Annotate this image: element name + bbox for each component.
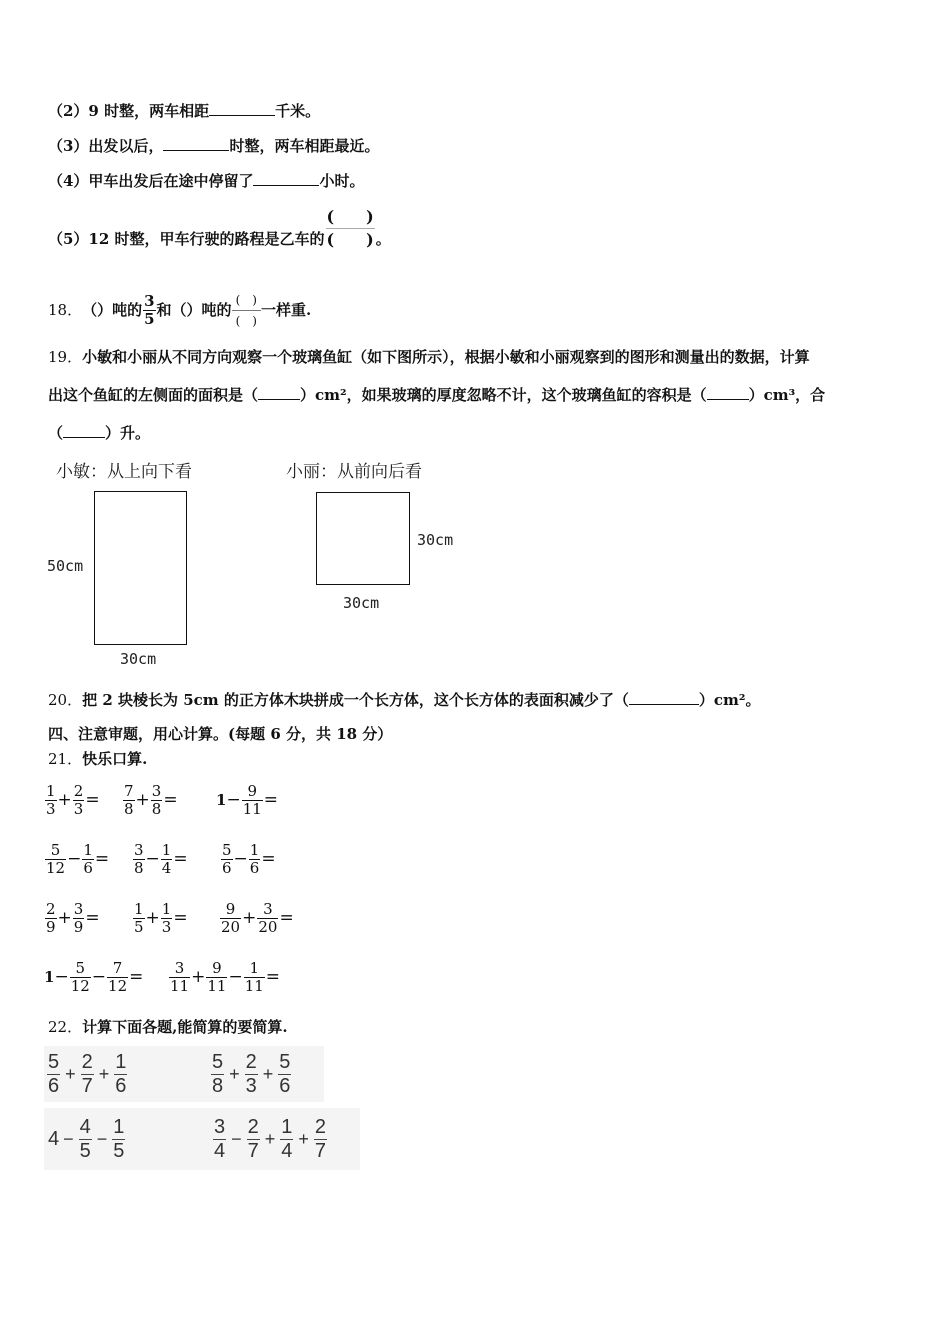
fraction-num: 1 bbox=[134, 899, 144, 918]
top-view-width-label: 30cm bbox=[120, 650, 157, 668]
equals-sign: = bbox=[129, 967, 144, 987]
calc-item bbox=[219, 897, 294, 939]
calc-item bbox=[44, 838, 109, 880]
fraction bbox=[242, 781, 263, 818]
fraction bbox=[249, 840, 261, 877]
answer-blank[interactable] bbox=[629, 690, 699, 705]
fraction-den: 6 bbox=[279, 1074, 291, 1097]
answer-blank[interactable] bbox=[209, 101, 275, 116]
fraction-den: 8 bbox=[212, 1074, 224, 1097]
fraction-den: 20 bbox=[258, 917, 278, 936]
fraction-den: 8 bbox=[151, 799, 162, 818]
fraction-den: 3 bbox=[245, 1074, 257, 1097]
fraction-den: 7 bbox=[314, 1139, 327, 1162]
minus-sign: − bbox=[233, 849, 248, 869]
q17-line-4-text: （4）甲车出发后在途中停留了 bbox=[48, 172, 254, 190]
question-19-line-2 bbox=[48, 385, 825, 405]
minus-sign: − bbox=[145, 849, 160, 869]
view-label-front: 小丽：从前向后看 bbox=[286, 462, 422, 482]
fraction bbox=[278, 1052, 291, 1097]
calc-item bbox=[44, 779, 100, 821]
fraction bbox=[47, 1052, 60, 1097]
q17-line-5 bbox=[48, 203, 391, 253]
calc-expression bbox=[210, 1048, 292, 1100]
fraction-den: 6 bbox=[115, 1074, 127, 1097]
q17-line-2-unit: 千米。 bbox=[275, 102, 321, 120]
fraction-num: 3 bbox=[73, 899, 84, 918]
plus-sign: + bbox=[262, 1063, 274, 1084]
plus-sign: + bbox=[145, 908, 160, 928]
fraction-num: 1 bbox=[83, 840, 93, 859]
fraction-den: 4 bbox=[214, 1139, 226, 1162]
calc-item bbox=[44, 897, 100, 939]
fraction bbox=[245, 1052, 258, 1097]
q17-line-2-text: （2）9 时整，两车相距 bbox=[48, 102, 210, 120]
fraction bbox=[45, 840, 66, 877]
answer-blank[interactable] bbox=[707, 385, 749, 400]
view-label-top: 小敏：从上向下看 bbox=[56, 462, 192, 482]
fraction-den: 6 bbox=[48, 1074, 60, 1097]
plus-sign: + bbox=[57, 908, 72, 928]
fraction-num: 3 bbox=[174, 958, 185, 977]
fraction-num: 5 bbox=[222, 840, 232, 859]
question-number: 19． bbox=[48, 348, 83, 366]
question-21-title bbox=[48, 749, 147, 769]
plus-sign: + bbox=[191, 967, 206, 987]
fraction-den: 6 bbox=[83, 858, 93, 877]
minus-sign: − bbox=[63, 1128, 74, 1149]
calc-expression bbox=[46, 1048, 128, 1100]
fraction bbox=[112, 1117, 125, 1162]
fraction-den: 3 bbox=[46, 799, 56, 818]
question-19-line-1 bbox=[48, 347, 810, 367]
top-view-rectangle bbox=[94, 491, 187, 645]
fraction bbox=[73, 781, 85, 818]
fraction-num: 9 bbox=[225, 899, 236, 918]
fraction-num: 7 bbox=[112, 958, 123, 977]
equals-sign: = bbox=[163, 790, 178, 810]
fraction-num: 1 bbox=[161, 840, 172, 859]
q19-text-1: 小敏和小丽从不同方向观察一个玻璃鱼缸（如下图所示），根据小敏和小丽观察到的图形和测量出的数据，计算 bbox=[82, 348, 810, 366]
fraction bbox=[161, 840, 173, 877]
fraction-num: 9 bbox=[247, 781, 257, 800]
front-view-width-label: 30cm bbox=[343, 594, 380, 612]
fraction-num: ( ) bbox=[235, 292, 257, 307]
equals-sign: = bbox=[173, 908, 188, 928]
fraction-3-5 bbox=[143, 291, 155, 328]
fraction bbox=[244, 958, 265, 995]
fraction-den: 9 bbox=[73, 917, 84, 936]
calc-expression bbox=[48, 1112, 126, 1166]
fraction-den: 12 bbox=[70, 976, 90, 995]
minus-sign: − bbox=[231, 1128, 242, 1149]
q20-text: 把 2 块棱长为 5cm 的正方体木块拼成一个长方体，这个长方体的表面积减少了（ bbox=[82, 691, 629, 709]
fraction bbox=[213, 1117, 226, 1162]
fraction bbox=[70, 958, 91, 995]
fraction-num: 9 bbox=[212, 958, 222, 977]
answer-blank[interactable] bbox=[63, 423, 105, 438]
plus-sign: + bbox=[298, 1128, 309, 1149]
fraction bbox=[107, 958, 128, 995]
calc-item bbox=[132, 838, 188, 880]
fraction-den: 7 bbox=[247, 1139, 259, 1162]
whole-number: 4 bbox=[48, 1127, 60, 1150]
equals-sign: = bbox=[279, 908, 294, 928]
calc-item bbox=[220, 838, 276, 880]
equals-sign: = bbox=[261, 849, 276, 869]
minus-sign: − bbox=[91, 967, 107, 987]
question-22-title bbox=[48, 1017, 288, 1037]
minus-sign: − bbox=[54, 967, 69, 987]
q22-title-text: 计算下面各题,能简算的要简算. bbox=[82, 1018, 288, 1036]
answer-fraction-blank[interactable] bbox=[326, 207, 375, 250]
fraction-num: 1 bbox=[113, 1115, 125, 1138]
fraction-num: 2 bbox=[73, 781, 84, 800]
fraction bbox=[151, 781, 163, 818]
fraction-num: 5 bbox=[48, 1050, 60, 1073]
calc-item bbox=[44, 956, 143, 998]
q19-text-3b: ）升。 bbox=[105, 424, 151, 442]
fraction-num: 3 bbox=[134, 840, 144, 859]
front-view-square bbox=[316, 492, 410, 585]
fraction-num: 7 bbox=[124, 781, 134, 800]
equals-sign: = bbox=[263, 790, 279, 810]
fraction bbox=[133, 899, 145, 936]
fraction bbox=[82, 840, 94, 877]
fraction bbox=[206, 958, 227, 995]
fraction-den: 5 bbox=[113, 1139, 125, 1162]
fraction-num: 5 bbox=[212, 1050, 224, 1073]
fraction bbox=[314, 1117, 327, 1162]
fraction-num: 2 bbox=[46, 899, 56, 918]
plus-sign: + bbox=[135, 790, 150, 810]
fraction-den: ( ) bbox=[232, 310, 261, 329]
fraction-den: 20 bbox=[221, 917, 241, 936]
q17-line-3-rest: 时整，两车相距最近。 bbox=[229, 137, 380, 155]
fraction-num: 1 bbox=[249, 958, 259, 977]
q17-line-5-text: （5）12 时整，甲车行驶的路程是乙车的 bbox=[48, 230, 325, 248]
minus-sign: − bbox=[228, 967, 243, 987]
fraction-num: 2 bbox=[314, 1115, 327, 1138]
fraction bbox=[220, 899, 241, 936]
q17-line-2 bbox=[48, 101, 320, 121]
equals-sign: = bbox=[85, 908, 100, 928]
fraction-num: 3 bbox=[144, 291, 155, 310]
fraction-den: 11 bbox=[207, 976, 227, 995]
fraction bbox=[133, 840, 145, 877]
fraction-num: 1 bbox=[115, 1050, 127, 1073]
q19-text-3a: （ bbox=[48, 424, 64, 442]
fraction-den: 7 bbox=[81, 1074, 93, 1097]
fraction-den: 5 bbox=[134, 917, 144, 936]
fraction-num: 2 bbox=[81, 1050, 93, 1073]
question-18 bbox=[48, 289, 311, 331]
fraction bbox=[45, 781, 57, 818]
fraction-den: 12 bbox=[108, 976, 128, 995]
equals-sign: = bbox=[173, 849, 188, 869]
q18-text-1: （）吨的 bbox=[82, 301, 143, 319]
calc-expression bbox=[212, 1112, 328, 1166]
fraction bbox=[161, 899, 173, 936]
fraction bbox=[221, 840, 233, 877]
fraction-num: 1 bbox=[161, 899, 172, 918]
whole-number: 1 bbox=[44, 968, 55, 986]
fraction-num: 5 bbox=[279, 1050, 291, 1073]
plus-sign: + bbox=[57, 790, 72, 810]
fraction-den: ( ) bbox=[326, 229, 374, 249]
fraction bbox=[73, 899, 85, 936]
minus-sign: − bbox=[226, 790, 241, 810]
front-view-height-label: 30cm bbox=[417, 531, 454, 549]
plus-sign: + bbox=[229, 1063, 240, 1084]
answer-blank[interactable] bbox=[253, 171, 319, 186]
plus-sign: + bbox=[264, 1128, 276, 1149]
fraction-num: 3 bbox=[263, 899, 273, 918]
fraction-den: 12 bbox=[46, 858, 66, 877]
q17-line-4-unit: 小时。 bbox=[319, 172, 365, 190]
whole-number: 1 bbox=[216, 791, 227, 809]
q18-text-2: 和（）吨的 bbox=[156, 301, 232, 319]
fraction-num: 2 bbox=[247, 1115, 259, 1138]
answer-blank[interactable] bbox=[163, 136, 229, 151]
fraction-num: ( ) bbox=[326, 206, 374, 226]
fraction-den: 4 bbox=[281, 1139, 293, 1162]
calc-item bbox=[132, 897, 188, 939]
q18-text-3: 一样重. bbox=[260, 301, 312, 319]
fraction bbox=[114, 1052, 127, 1097]
fraction-den: 4 bbox=[161, 858, 172, 877]
fraction-num: 3 bbox=[151, 781, 162, 800]
fraction-num: 3 bbox=[214, 1115, 226, 1138]
plus-sign: + bbox=[65, 1063, 76, 1084]
fraction-num: 5 bbox=[75, 958, 85, 977]
fraction-num: 5 bbox=[50, 840, 61, 859]
fraction-den: 5 bbox=[144, 309, 155, 328]
fraction bbox=[79, 1117, 92, 1162]
fraction-den: 6 bbox=[222, 858, 232, 877]
question-number: 21． bbox=[48, 750, 83, 768]
question-number: 20． bbox=[48, 691, 83, 709]
q17-line-5-end: 。 bbox=[375, 230, 391, 248]
fraction bbox=[81, 1052, 94, 1097]
fraction-den: 6 bbox=[249, 858, 260, 877]
fraction-den: 8 bbox=[134, 858, 144, 877]
fraction-den: 3 bbox=[161, 917, 172, 936]
q20-unit: ）cm²。 bbox=[698, 691, 761, 709]
fraction bbox=[247, 1117, 260, 1162]
fraction bbox=[280, 1117, 293, 1162]
top-view-height-label: 50cm bbox=[47, 557, 84, 575]
fraction-den: 11 bbox=[170, 976, 190, 995]
fraction-num: 1 bbox=[46, 781, 56, 800]
fraction-den: 8 bbox=[124, 799, 134, 818]
calc-item bbox=[216, 779, 278, 821]
fraction-den: 9 bbox=[46, 917, 56, 936]
calc-item bbox=[122, 779, 178, 821]
fraction bbox=[211, 1052, 224, 1097]
fraction-num: 4 bbox=[79, 1115, 91, 1138]
plus-sign: + bbox=[242, 908, 257, 928]
fraction-den: 11 bbox=[242, 799, 262, 818]
plus-sign: + bbox=[98, 1063, 110, 1084]
fraction-num: 1 bbox=[281, 1115, 293, 1138]
question-20 bbox=[48, 690, 760, 710]
q19-text-2c: ）cm³，合 bbox=[748, 386, 826, 404]
fraction-num: 1 bbox=[249, 840, 260, 859]
question-19-line-3 bbox=[48, 423, 150, 443]
fraction bbox=[45, 899, 57, 936]
q19-text-2b: ）cm²，如果玻璃的厚度忽略不计，这个玻璃鱼缸的容积是（ bbox=[300, 386, 707, 404]
minus-sign: − bbox=[96, 1128, 108, 1149]
q17-line-3 bbox=[48, 136, 379, 156]
answer-blank[interactable] bbox=[258, 385, 300, 400]
answer-fraction-blank[interactable] bbox=[232, 292, 261, 329]
equals-sign: = bbox=[85, 790, 100, 810]
q19-text-2a: 出这个鱼缸的左侧面的面积是（ bbox=[48, 386, 259, 404]
q21-title-text: 快乐口算. bbox=[82, 750, 148, 768]
fraction-den: 5 bbox=[79, 1139, 91, 1162]
calc-item bbox=[168, 956, 280, 998]
question-number: 22． bbox=[48, 1018, 83, 1036]
question-number: 18． bbox=[48, 301, 83, 319]
equals-sign: = bbox=[94, 849, 110, 869]
fraction bbox=[123, 781, 135, 818]
fraction-den: 3 bbox=[73, 799, 84, 818]
section-heading: 四、注意审题，用心计算。(每题 6 分，共 18 分） bbox=[48, 725, 393, 743]
fraction-den: 11 bbox=[244, 976, 264, 995]
q17-line-3-text: （3）出发以后， bbox=[48, 137, 164, 155]
q17-line-4 bbox=[48, 171, 364, 191]
fraction-num: 2 bbox=[245, 1050, 257, 1073]
fraction bbox=[169, 958, 190, 995]
fraction bbox=[257, 899, 278, 936]
equals-sign: = bbox=[265, 967, 281, 987]
minus-sign: − bbox=[67, 849, 82, 869]
